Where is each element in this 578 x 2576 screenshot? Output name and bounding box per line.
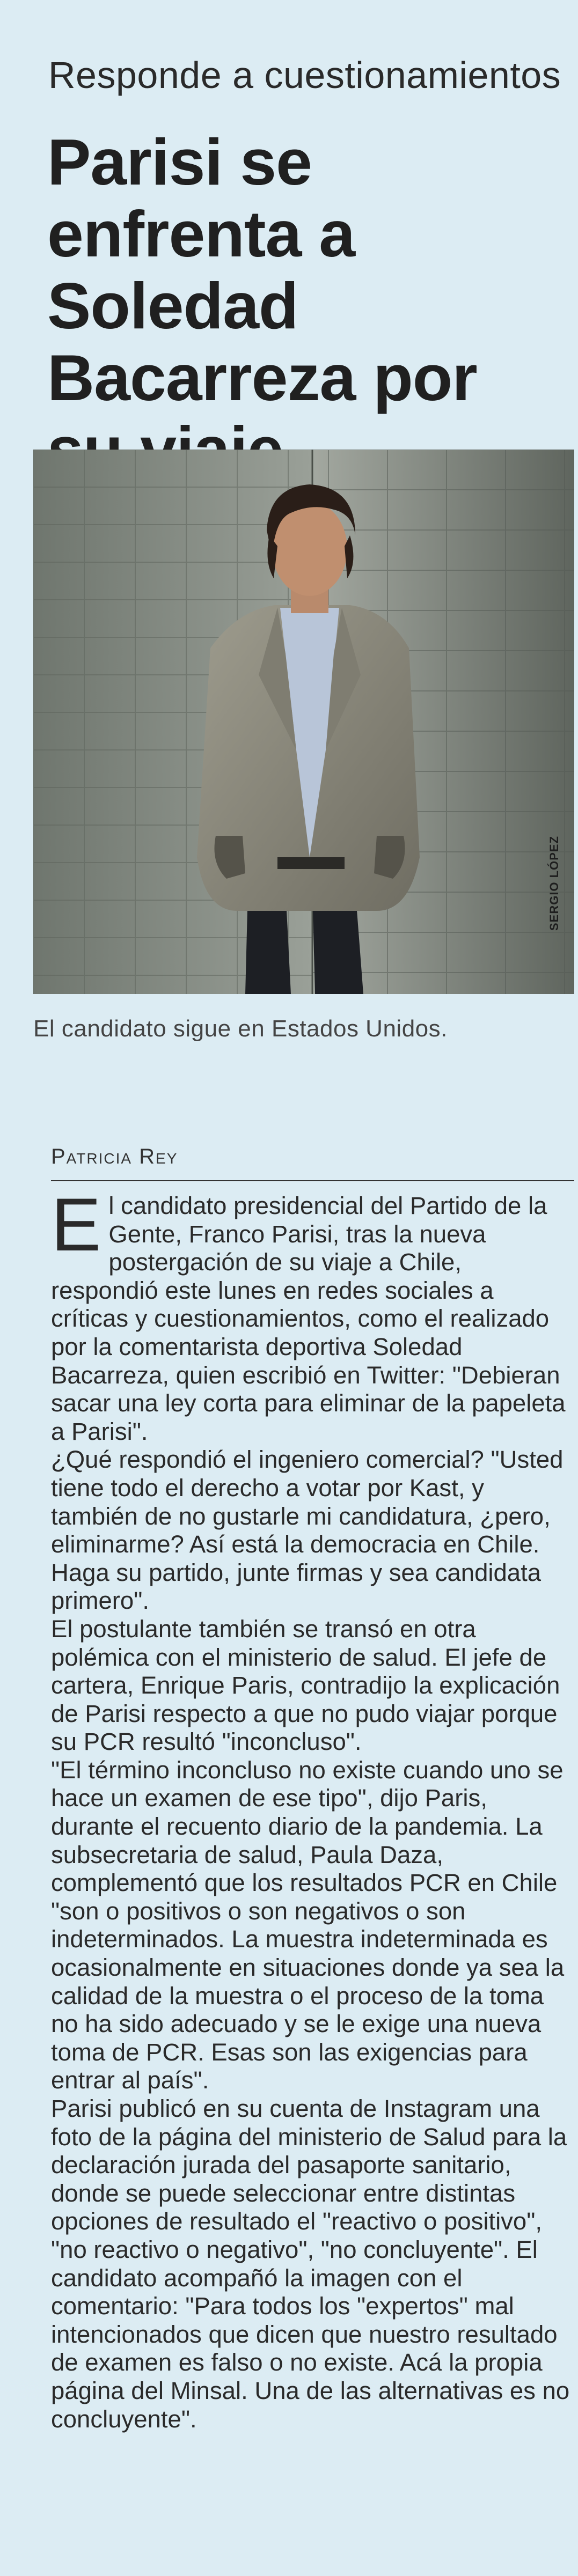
paragraph-1	[51, 1182, 574, 1446]
photo-caption: El candidato sigue en Estados Unidos.	[33, 1015, 448, 1042]
headline: Parisi se enfrenta a Soledad Bacarreza por	[47, 126, 477, 414]
paragraph-1-text: l candidato presidencial del Partido de la Gente, Franco Parisi, tras la nueva postergación de su viaje a Chile, respondió este lunes en redes sociales a críticas y cuestionamientos, como el realizado por la comentarista deportiva Soledad Bacarreza, quien escribió en Twitter: "Debieran sacar una ley corta para eliminar de la papeleta a Parisi".	[51, 1192, 566, 1445]
byline: Patricia Rey	[51, 1145, 178, 1168]
kicker: Responde a cuestionamientos	[48, 54, 561, 96]
paragraph-5: Parisi publicó en su cuenta de Instagram una foto de la página del ministerio de Salud para la declaración jurada del pasaporte sanitario, donde se puede seleccionar entre distintas opciones de resultado el "reactivo o positivo", "no reactivo o negativo", "no concluyente". El candidato acompañó la imagen con el comentario: "Para todos los "expertos" mal intencionados que dicen que nuestro resultado de examen es falso o no existe. Acá la propia página del Minsal. Una de las alternativas es no concluyente".	[51, 2095, 570, 2433]
paragraph-3: El postulante también se transó en otra polémica con el ministerio de salud. El jefe de cartera, Enrique Paris, contradijo la explicación de Parisi respecto a que no pudo viajar porque su PCR resultó "inconcluso".	[51, 1615, 560, 1756]
paragraph-4: "El término inconcluso no existe cuando uno se hace un examen de ese tipo", dijo Paris, durante el recuento diario de la pandemia. La subsecretaria de salud, Paula Daza, complementó que los resultados PCR en Chile "son o positivos o son negativos o son indeterminados. La muestra indeterminada es ocasionalmente en situaciones donde ya sea la calidad de la muestra o el proceso de la toma no ha sido adecuado y se le exige una nueva toma de PCR. Esas son las exigencias para entrar al país".	[51, 1756, 565, 2094]
photo-credit: SERGIO LÓPEZ	[547, 835, 561, 931]
photo-illustration	[33, 450, 574, 994]
paragraph-2: ¿Qué respondió el ingeniero comercial? "Usted tiene todo el derecho a votar por Kast, y también de no gustarle mi candidatura, ¿pero, eliminarme? Así está la democracia en Chile. Haga su partido, junte firmas y sea candidata primero".	[51, 1446, 564, 1615]
article-body	[51, 1182, 574, 2433]
byline-divider	[51, 1180, 574, 1181]
dropcap: E	[51, 1182, 101, 1267]
article-photo	[33, 450, 574, 994]
